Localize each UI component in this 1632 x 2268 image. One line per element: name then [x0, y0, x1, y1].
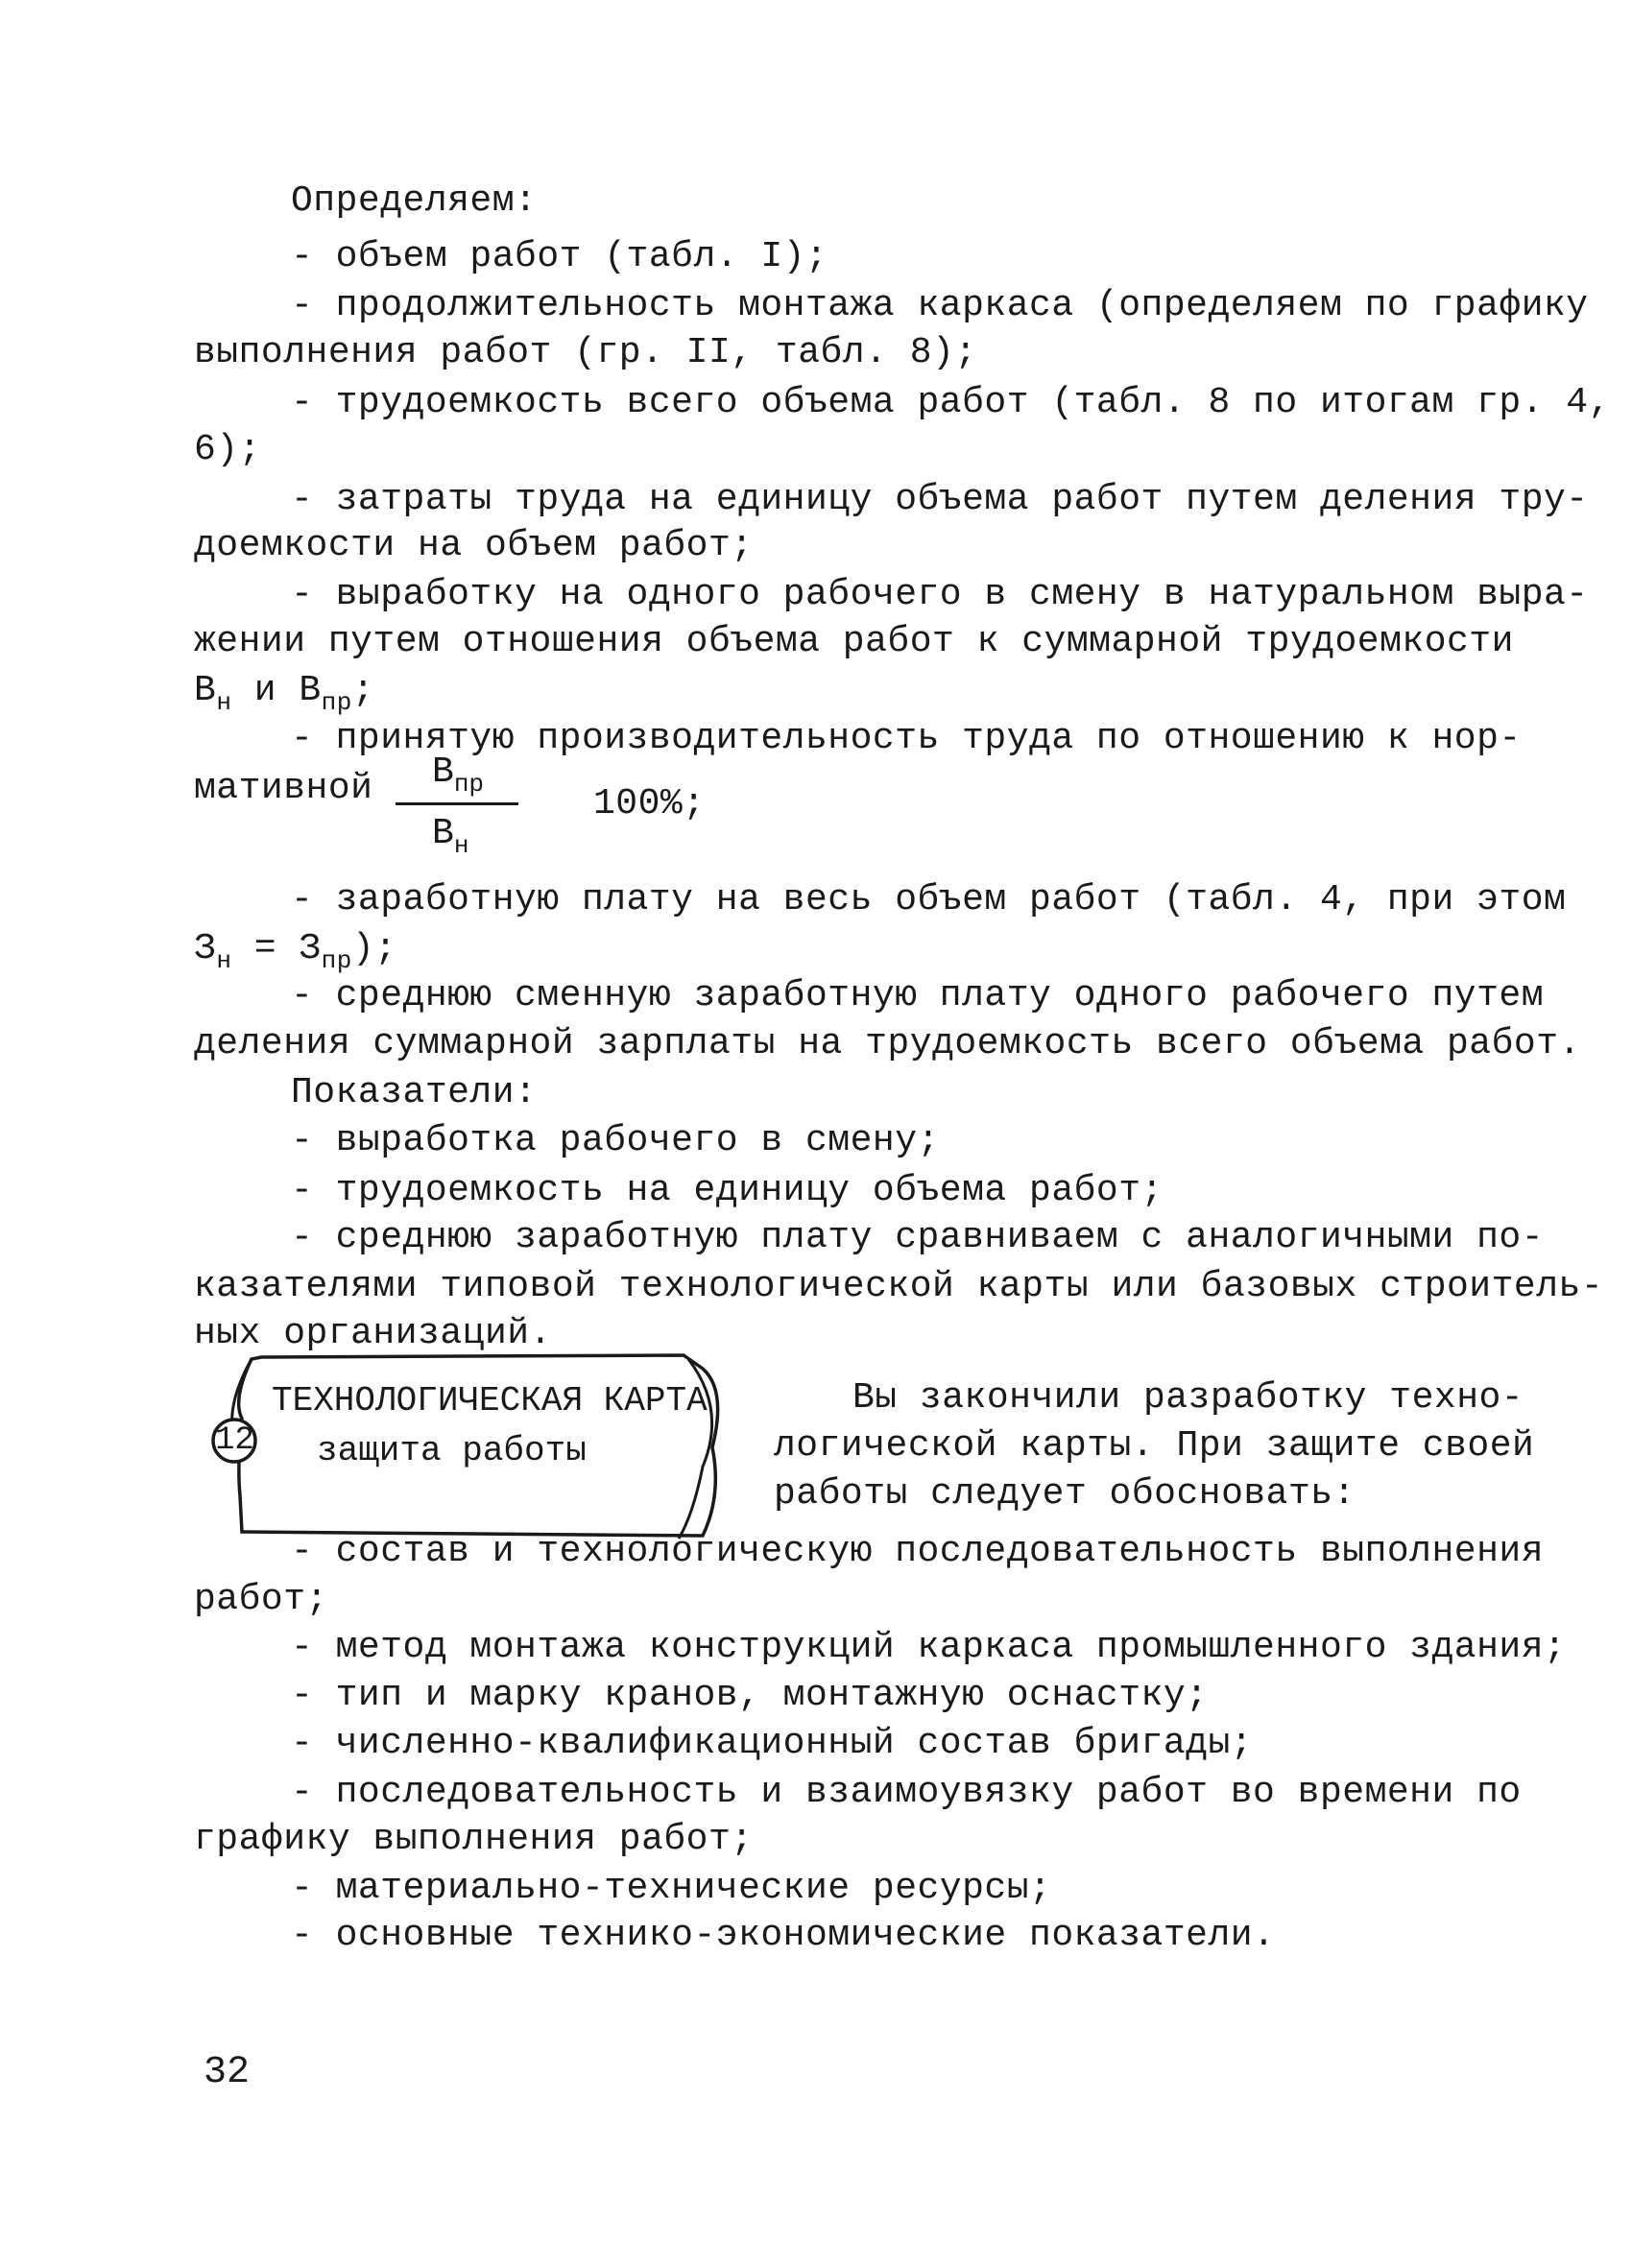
badge-title: ТЕХНОЛОГИЧЕСКАЯ КАРТА — [272, 1381, 708, 1420]
method-item-productivity-line1: - принятую производительность труда по отношению к нор- — [291, 718, 1522, 759]
defense-intro-line2: логической карты. При защите своей — [774, 1425, 1535, 1467]
indicators-item-wage-line3: ных организаций. — [194, 1313, 552, 1354]
badge-subtitle: защита работы — [317, 1431, 587, 1470]
defense-intro-line3: работы следует обосновать: — [774, 1473, 1356, 1515]
method-item-wage-line1: - заработную плату на весь объем работ (табл. 4, при этом — [291, 879, 1567, 920]
defense-item-composition-line1: - состав и технологическую последовательность выполнения — [291, 1531, 1545, 1572]
method-item-productivity-line2: мативной — [194, 768, 373, 809]
method-item-costs-line1: - затраты труда на единицу объема работ путем деления тру- — [291, 479, 1589, 520]
conjunction-text: и — [231, 670, 300, 711]
method-item-output-line1: - выработку на одного рабочего в смену в натуральном выра- — [291, 574, 1589, 615]
subscript-n: н — [216, 688, 232, 717]
equals-sign: = — [231, 928, 300, 969]
indicators-item-wage-line1: - среднюю заработную плату сравниваем с аналогичными по- — [291, 1217, 1545, 1258]
defense-item-cranes: - тип и марку кранов, монтажную оснастку; — [291, 1675, 1209, 1716]
method-item-output-line2: жении путем отношения объема работ к суммарной трудоемкости — [194, 621, 1514, 662]
indicators-heading: Показатели: — [291, 1072, 538, 1113]
defense-item-sequence-line2: графику выполнения работ; — [194, 1819, 754, 1860]
punctuation: ; — [351, 670, 375, 711]
indicators-item-labor: - трудоемкость на единицу объема работ; — [291, 1170, 1164, 1211]
method-item-avgwage-line2: деления суммарной зарплаты на трудоемкость всего объема работ. — [194, 1023, 1581, 1064]
method-item-wage-line2 — [194, 927, 397, 975]
method-item-output-line3 — [194, 669, 375, 717]
symbol-b: В — [194, 670, 217, 711]
symbol-z: З — [194, 928, 217, 969]
fraction-denominator: $В_н$ — [432, 813, 469, 860]
defense-item-method: - метод монтажа конструкций каркаса промышленного здания; — [291, 1627, 1567, 1668]
method-item-duration-line1: - продолжительность монтажа каркаса (определяем по графику — [291, 285, 1589, 326]
indicators-item-output: - выработка рабочего в смену; — [291, 1120, 940, 1161]
method-item-labor-line1: - трудоемкость всего объема работ (табл. 8 по итогам гр. 4, — [291, 382, 1611, 423]
method-item-duration-line2: выполнения работ (гр. II, табл. 8); — [194, 332, 977, 373]
badge-number: 12 — [215, 1422, 254, 1459]
method-item-costs-line2: доемкости на объем работ; — [194, 525, 754, 566]
fraction-bar — [396, 802, 518, 805]
punctuation: ); — [351, 928, 397, 969]
method-item-labor-line2: 6); — [194, 429, 261, 470]
subscript-n: н — [216, 946, 232, 975]
symbol-z: З — [299, 928, 322, 969]
fraction-numerator: $В_{пр}$ — [432, 752, 485, 799]
defense-item-indicators: - основные технико-экономические показатели. — [291, 1915, 1276, 1956]
subscript-pr: пр — [321, 946, 352, 975]
method-item-volume: - объем работ (табл. I); — [291, 236, 828, 277]
subscript-pr: пр — [321, 688, 352, 717]
defense-item-sequence-line1: - последовательность и взаимоувязку работ во времени по — [291, 1772, 1522, 1813]
method-item-avgwage-line1: - среднюю сменную заработную плату одного рабочего путем — [291, 975, 1545, 1016]
page-number: 32 — [204, 2051, 251, 2094]
fraction-percent: 100%; — [593, 783, 706, 824]
indicators-item-wage-line2: казателями типовой технологической карты или базовых строитель- — [194, 1266, 1604, 1307]
method-heading: Определяем: — [291, 180, 538, 222]
defense-item-resources: - материально-технические ресурсы; — [291, 1868, 1052, 1909]
defense-item-crew: - численно-квалификационный состав бригады; — [291, 1723, 1254, 1764]
symbol-b: В — [299, 670, 322, 711]
defense-intro-line1: Вы закончили разработку техно- — [852, 1377, 1524, 1419]
defense-item-composition-line2: работ; — [194, 1579, 328, 1620]
